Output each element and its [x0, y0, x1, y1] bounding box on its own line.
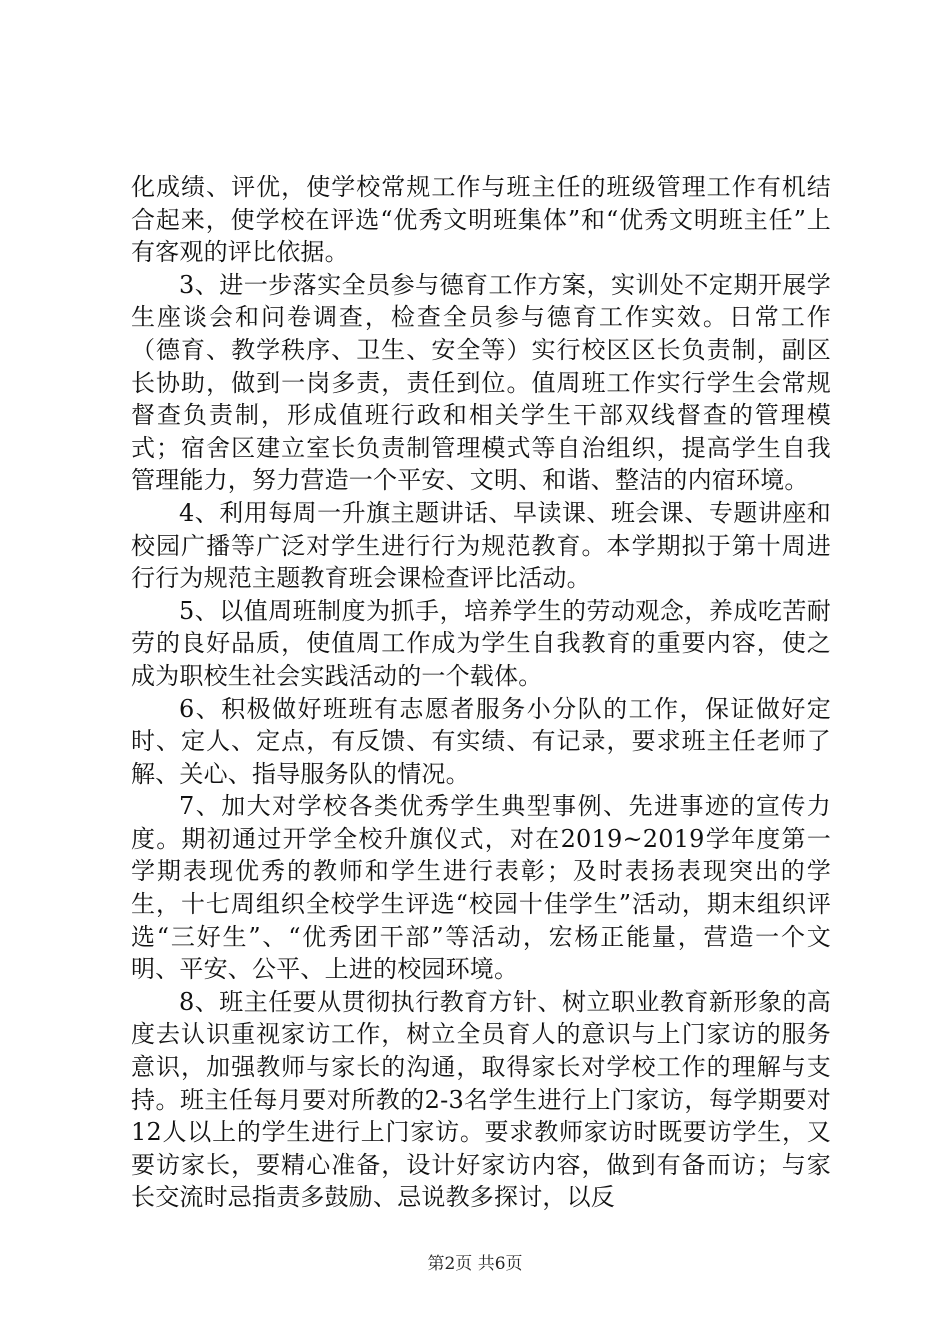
paragraph-item-5: 5、以值周班制度为抓手，培养学生的劳动观念，养成吃苦耐劳的良好品质，使值周工作成为学生自我教育的重要内容，使之成为职校生社会实践活动的一个载体。	[131, 596, 831, 690]
paragraph-item-6: 6、积极做好班班有志愿者服务小分队的工作，保证做好定时、定人、定点，有反馈、有实绩、有记录，要求班主任老师了解、关心、指导服务队的情况。	[131, 694, 831, 788]
paragraph-item-8: 8、班主任要从贯彻执行教育方针、树立职业教育新形象的高度去认识重视家访工作，树立全员育人的意识与上门家访的服务意识，加强教师与家长的沟通，取得家长对学校工作的理解与支持。班主任每月要对所教的2-3名学生进行上门家访，每学期要对12人以上的学生进行上门家访。要求教师家访时既要访学生，又要访家长，要精心准备，设计好家访内容，做到有备而访；与家长交流时忌指责多鼓励、忌说教多探讨，以反	[131, 987, 831, 1212]
paragraph-item-4: 4、利用每周一升旗主题讲话、早读课、班会课、专题讲座和校园广播等广泛对学生进行行为规范教育。本学期拟于第十周进行行为规范主题教育班会课检查评比活动。	[131, 498, 831, 593]
document-body	[131, 171, 831, 1214]
paragraph-continuation: 化成绩、评优，使学校常规工作与班主任的班级管理工作有机结合起来，使学校在评选“优秀文明班集体”和“优秀文明班主任”上有客观的评比依据。	[131, 173, 831, 267]
paragraph-item-3: 3、进一步落实全员参与德育工作方案，实训处不定期开展学生座谈会和问卷调查，检查全员参与德育工作实效。日常工作（德育、教学秩序、卫生、安全等）实行校区区长负责制，副区长协助，做到一岗多责，责任到位。值周班工作实行学生会常规督查负责制，形成值班行政和相关学生干部双线督查的管理模式；宿舍区建立室长负责制管理模式等自治组织，提高学生自我管理能力，努力营造一个平安、文明、和谐、整洁的内宿环境。	[131, 270, 831, 495]
paragraph-item-7: 7、加大对学校各类优秀学生典型事例、先进事迹的宣传力度。期初通过开学全校升旗仪式，对在2019~2019学年度第一学期表现优秀的教师和学生进行表彰；及时表扬表现突出的学生，十七周组织全校学生评选“校园十佳学生”活动，期末组织评选“三好生”、“优秀团干部”等活动，宏杨正能量，营造一个文明、平安、公平、上进的校园环境。	[131, 792, 831, 984]
page-number-footer: 第2页 共6页	[427, 1254, 523, 1274]
